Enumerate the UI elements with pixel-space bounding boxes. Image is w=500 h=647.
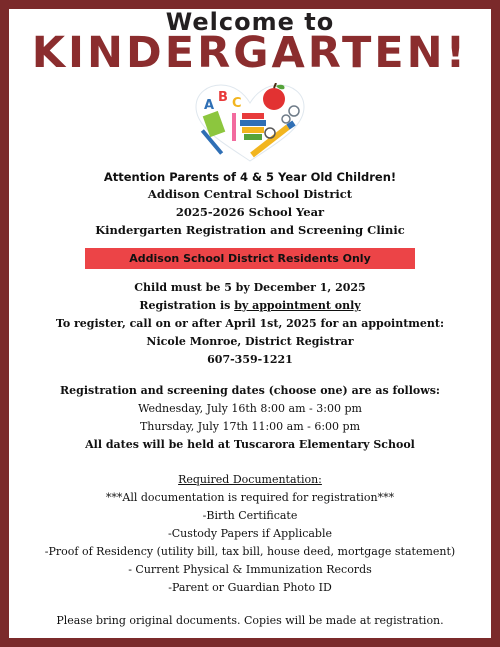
appointment-emphasis: by appointment only: [234, 299, 361, 312]
documentation-item: -Custody Papers if Applicable: [167, 527, 332, 540]
registration-info: [0, 279, 500, 369]
appointment-prefix: Registration is: [139, 299, 235, 312]
svg-text:C: C: [232, 96, 242, 111]
documentation-heading: Required Documentation:: [178, 473, 322, 486]
attention-heading: [0, 168, 500, 186]
dates-intro: Registration and screening dates (choose one) are as follows:: [60, 384, 440, 397]
date-option-1: Wednesday, July 16th 8:00 am - 3:00 pm: [138, 402, 362, 415]
call-instructions: To register, call on or after April 1st, 2025 for an appointment:: [55, 317, 445, 330]
attention-line: Attention Parents of 4 & 5 Year Old Children!: [103, 170, 397, 184]
svg-text:A: A: [204, 98, 215, 113]
welcome-heading: Welcome to: [165, 8, 335, 36]
documentation-item: - Current Physical & Immunization Records: [128, 563, 372, 576]
documentation-item: -Proof of Residency (utility bill, tax bill, house deed, mortgage statement): [44, 545, 456, 558]
location-note: All dates will be held at Tuscarora Elementary School: [85, 438, 415, 451]
required-documentation: [0, 471, 500, 597]
screening-dates: [0, 382, 500, 454]
footer-text: Please bring original documents. Copies will be made at registration.: [56, 614, 444, 627]
residents-only-banner: Addison School District Residents Only: [85, 248, 415, 269]
svg-text:B: B: [218, 90, 228, 105]
school-supplies-heart-icon: [190, 83, 310, 163]
documentation-item: -Birth Certificate: [202, 509, 298, 522]
district-info: [0, 185, 500, 239]
appointment-note: [0, 297, 500, 315]
documentation-item: -Parent or Guardian Photo ID: [168, 581, 332, 594]
event-name: Kindergarten Registration and Screening Clinic: [95, 223, 405, 237]
age-requirement: Child must be 5 by December 1, 2025: [134, 281, 366, 294]
documentation-note: ***All documentation is required for registration***: [105, 491, 395, 504]
registrar-name: Nicole Monroe, District Registrar: [146, 335, 354, 348]
date-option-2: Thursday, July 17th 11:00 am - 6:00 pm: [139, 420, 361, 433]
district-name: Addison Central School District: [147, 187, 353, 201]
kindergarten-title: KINDERGARTEN!: [31, 28, 469, 78]
school-year: 2025-2026 School Year: [175, 205, 325, 219]
footer-note: [0, 612, 500, 630]
registrar-phone: 607-359-1221: [207, 353, 293, 366]
